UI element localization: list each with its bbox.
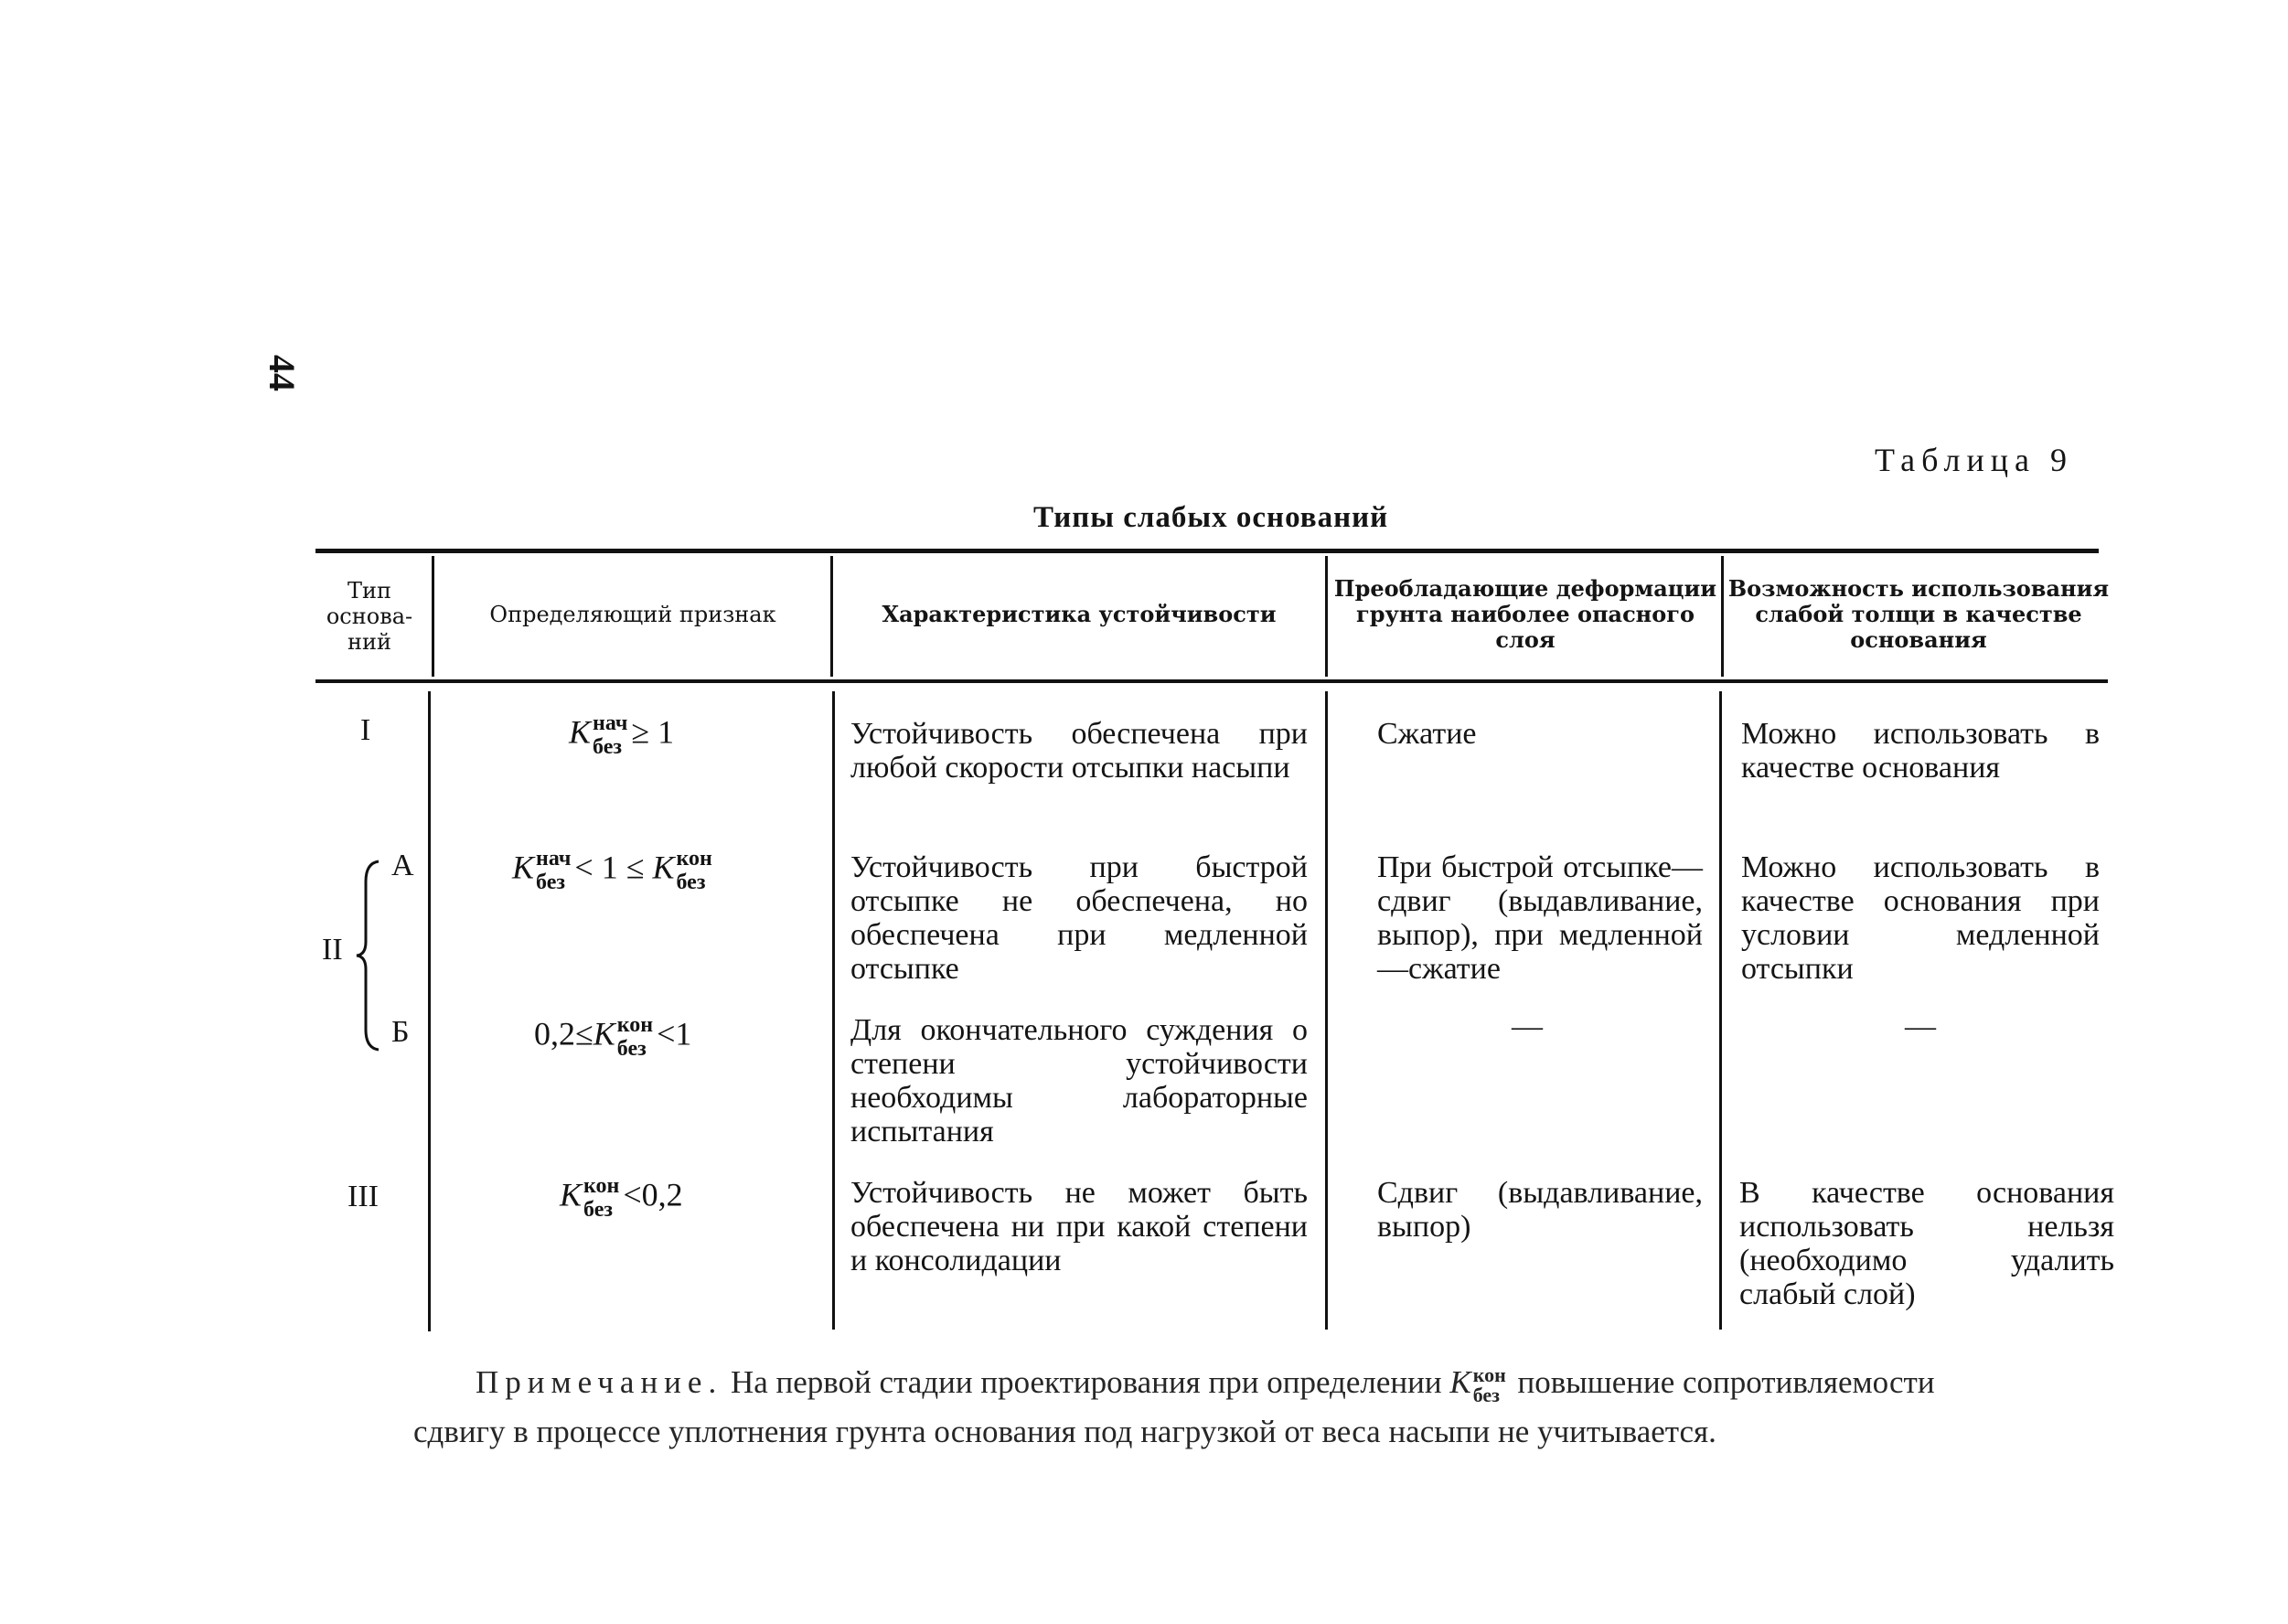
- row-3-stability: Устойчивость не может быть обеспечена ни при какой степени и консолидации: [850, 1176, 1308, 1277]
- table-top-rule: [315, 549, 2099, 553]
- row-2b-subtype: Б: [391, 1015, 410, 1049]
- row-1-stability: Устойчивость обеспечена при любой скорости отсыпки насыпи: [850, 717, 1308, 785]
- col-divider-4: [1721, 556, 1724, 677]
- row-1-criterion: K нач без ≥ 1: [569, 711, 675, 759]
- row-3-usage: В качестве основания использовать нельзя (необходимо удалить слабый слой): [1739, 1176, 2114, 1311]
- header-type: Тип основа-ний: [326, 578, 413, 655]
- col-divider-3: [1325, 556, 1328, 677]
- header-usage: Возможность использования слабой толщи в качестве основания: [1727, 575, 2110, 653]
- header-deformation: Преобладающие деформации грунта наиболее опасного слоя: [1333, 575, 1717, 653]
- row-2-type: II: [322, 933, 343, 967]
- row-2b-deformation: —: [1512, 1010, 1543, 1043]
- row-2b-usage: —: [1905, 1010, 1936, 1043]
- row-3-deformation: Сдвиг (выдавливание, выпор): [1377, 1176, 1703, 1244]
- row-2b-criterion: 0,2≤K кон без <1: [534, 1013, 692, 1061]
- note-lead: Примечание.: [476, 1364, 723, 1400]
- row-2a-criterion: K нач без < 1 ≤ K кон без: [512, 847, 712, 894]
- row-2-brace-icon: [355, 860, 382, 1052]
- row-2a-subtype: А: [391, 849, 414, 882]
- note-text-2: повышение сопротивляемости: [1517, 1364, 1935, 1400]
- table-label: Таблица 9: [1875, 442, 2073, 478]
- row-2a-stability: Устойчивость при быстрой отсыпке не обеспечена, но обеспечена при медленной отсыпке: [850, 850, 1308, 986]
- row-2a-usage: Можно использовать в качестве основания при условии медленной отсыпки: [1741, 850, 2100, 986]
- note-k: K: [1449, 1364, 1471, 1400]
- row-2a-deformation: При быстрой отсыпке—сдвиг (выдавливание, выпор), при медленной—сжатие: [1377, 850, 1703, 986]
- row-3-type: III: [347, 1180, 379, 1213]
- col-divider-1: [432, 556, 434, 677]
- row-3-criterion: K кон без <0,2: [560, 1174, 683, 1222]
- table-note: Примечание. На первой стадии проектирования при определении K кон без повышение сопротивляемости: [476, 1362, 1935, 1406]
- row-2b-stability: Для окончательного суждения о степени устойчивости необходимы лабораторные испытания: [850, 1013, 1308, 1149]
- row-1-deformation: Сжатие: [1377, 717, 1477, 751]
- col-divider-4-body: [1719, 691, 1722, 1330]
- row-1-type: I: [360, 713, 371, 747]
- header-criterion: Определяющий признак: [489, 602, 776, 627]
- header-bottom-rule: [315, 679, 2108, 683]
- col-divider-2-body: [832, 691, 835, 1330]
- header-stability: Характеристика устойчивости: [882, 601, 1277, 627]
- col-divider-3-body: [1325, 691, 1328, 1330]
- table-title: Типы слабых оснований: [1033, 501, 1389, 534]
- col-divider-1-body: [428, 691, 431, 1331]
- col-divider-2: [830, 556, 833, 677]
- table-note-line-2: сдвигу в процессе уплотнения грунта основания под нагрузкой от веса насыпи не учитывается.: [413, 1414, 1716, 1449]
- page-number: 44: [262, 355, 303, 391]
- note-text-1: На первой стадии проектирования при определении: [730, 1364, 1442, 1400]
- row-1-usage: Можно использовать в качестве основания: [1741, 717, 2100, 785]
